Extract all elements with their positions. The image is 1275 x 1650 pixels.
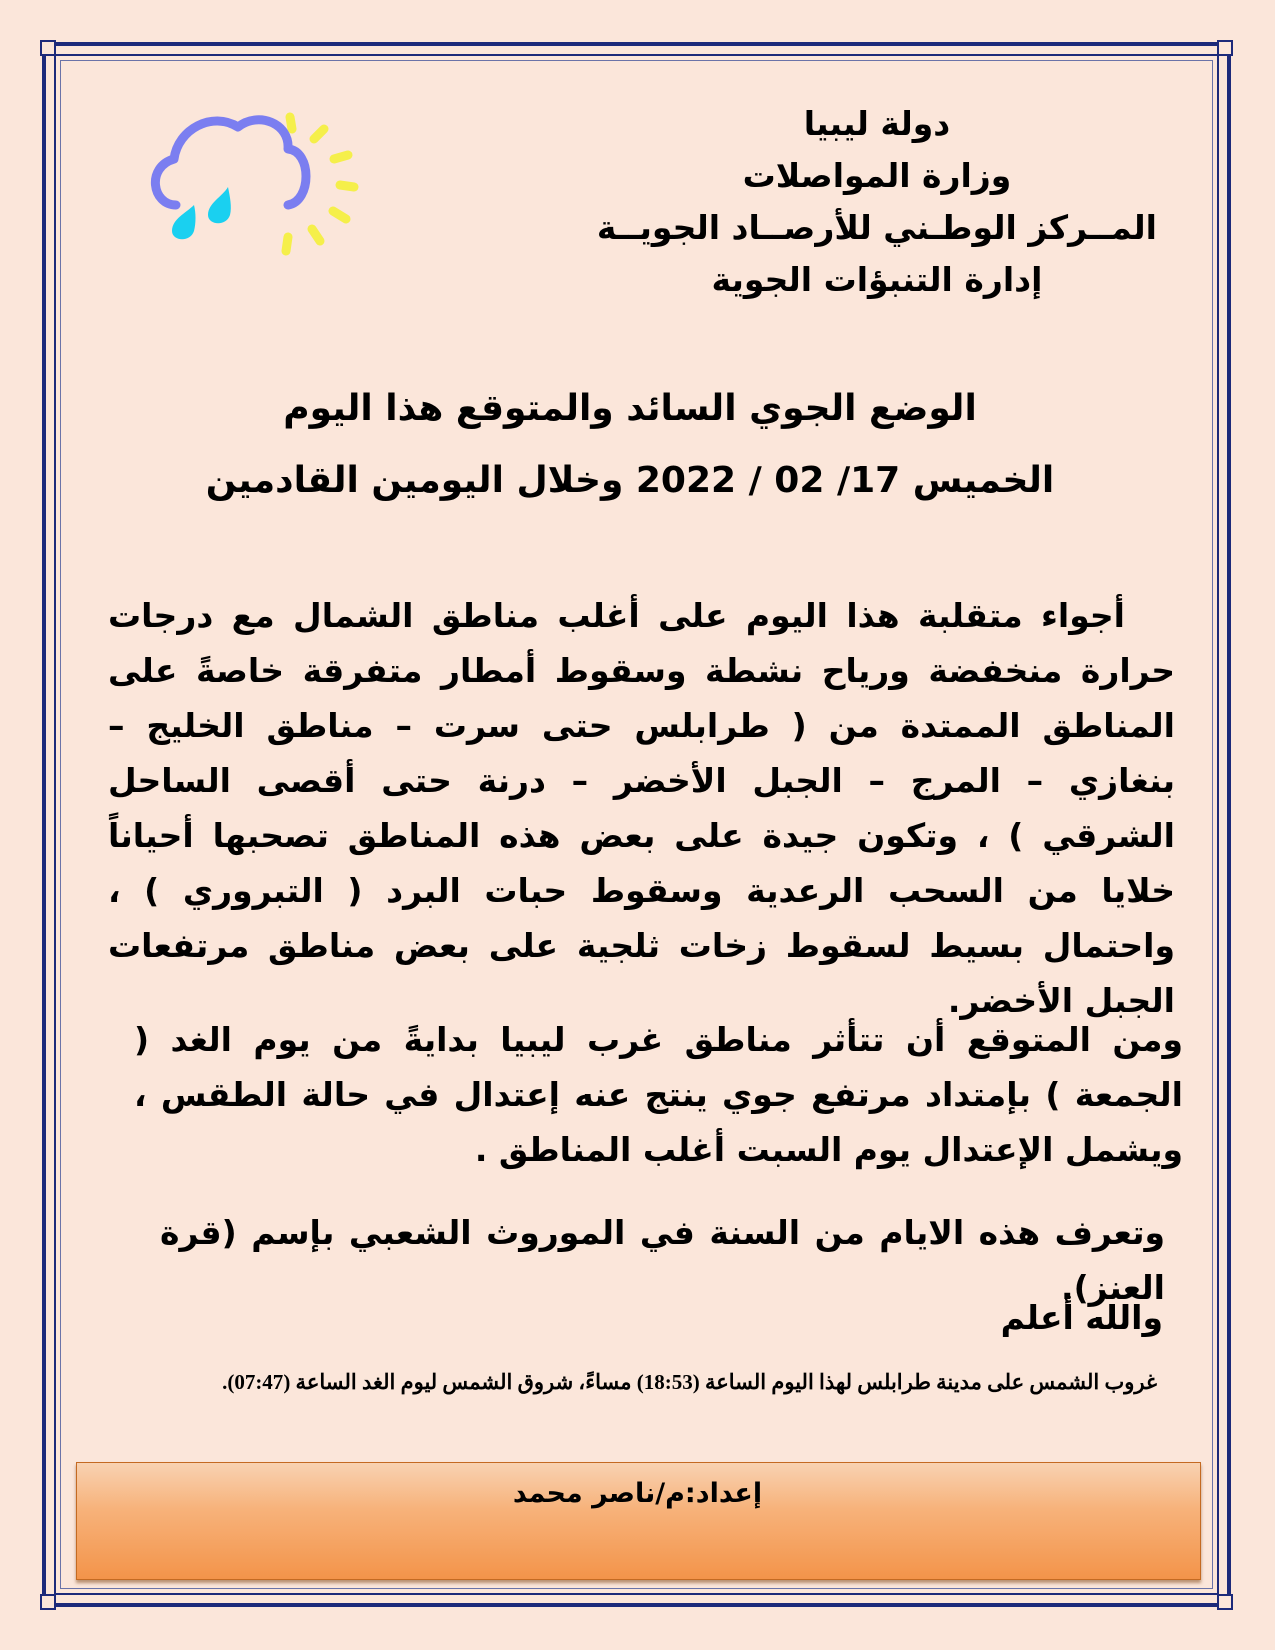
rain-cloud-sun-icon <box>140 105 370 265</box>
raindrop-icon <box>172 205 196 239</box>
header-ministry: وزارة المواصلات <box>742 156 1012 195</box>
forecast-paragraph-2: ومن المتوقع أن تتأثر مناطق غرب ليبيا بدايةً من يوم الغد ( الجمعة ) بإمتداد مرتفع جوي ينتج عنه إعتدال في حالة الطقس ، ويشمل الإعتدال يوم السبت أغلب المناطق . <box>134 1020 1183 1169</box>
border-corner-bottom-left <box>40 1594 56 1610</box>
forecast-paragraph-1: أجواء متقلبة هذا اليوم على أغلب مناطق الشمال مع درجات حرارة منخفضة ورياح نشطة وسقوط أمطار متفرقة خاصةً على المناطق الممتدة من ( طرابلس حتى سرت – مناطق الخليج – بنغازي – المرج – الجبل الأخضر – درنة حتى أقصى الساحل الشرقي ) ، وتكون جيدة على بعض هذه المناطق تصحبها أحياناً خلايا من السحب الرعدية وسقوط حبات البرد ( التبروري ) ، واحتمال بسيط لسقوط زخات ثلجية على بعض مناطق مرتفعات الجبل الأخضر. <box>108 596 1175 1020</box>
header-block <box>597 98 1157 306</box>
border-corner-top-right <box>1217 40 1233 56</box>
sunset-sunrise-note: غروب الشمس على مدينة طرابلس لهذا اليوم الساعة (18:53) مساءً، شروق الشمس ليوم الغد الساعة (07:47). <box>222 1370 1157 1394</box>
cloud-outline-icon <box>155 120 306 205</box>
border-corner-bottom-right <box>1217 1594 1233 1610</box>
header-department: إدارة التنبؤات الجوية <box>711 260 1043 299</box>
raindrop-icon <box>208 187 231 223</box>
header-center: المــركز الوطـني للأرصــاد الجويــة <box>596 208 1157 247</box>
closing-phrase: والله أعلم <box>1000 1298 1163 1337</box>
forecast-paragraph-3: وتعرف هذه الايام من السنة في الموروث الشعبي بإسم (قرة العنز). <box>160 1213 1165 1307</box>
prepared-by-label: إعداد:م/ناصر محمد <box>512 1478 763 1509</box>
sun-rays-icon <box>286 117 354 251</box>
report-date-line: الخميس 17/ 02 / 2022 وخلال اليومين القادمين <box>205 460 1055 501</box>
border-corner-top-left <box>40 40 56 56</box>
header-country: دولة ليبيا <box>803 104 951 143</box>
report-title: الوضع الجوي السائد والمتوقع هذا اليوم <box>283 388 977 429</box>
